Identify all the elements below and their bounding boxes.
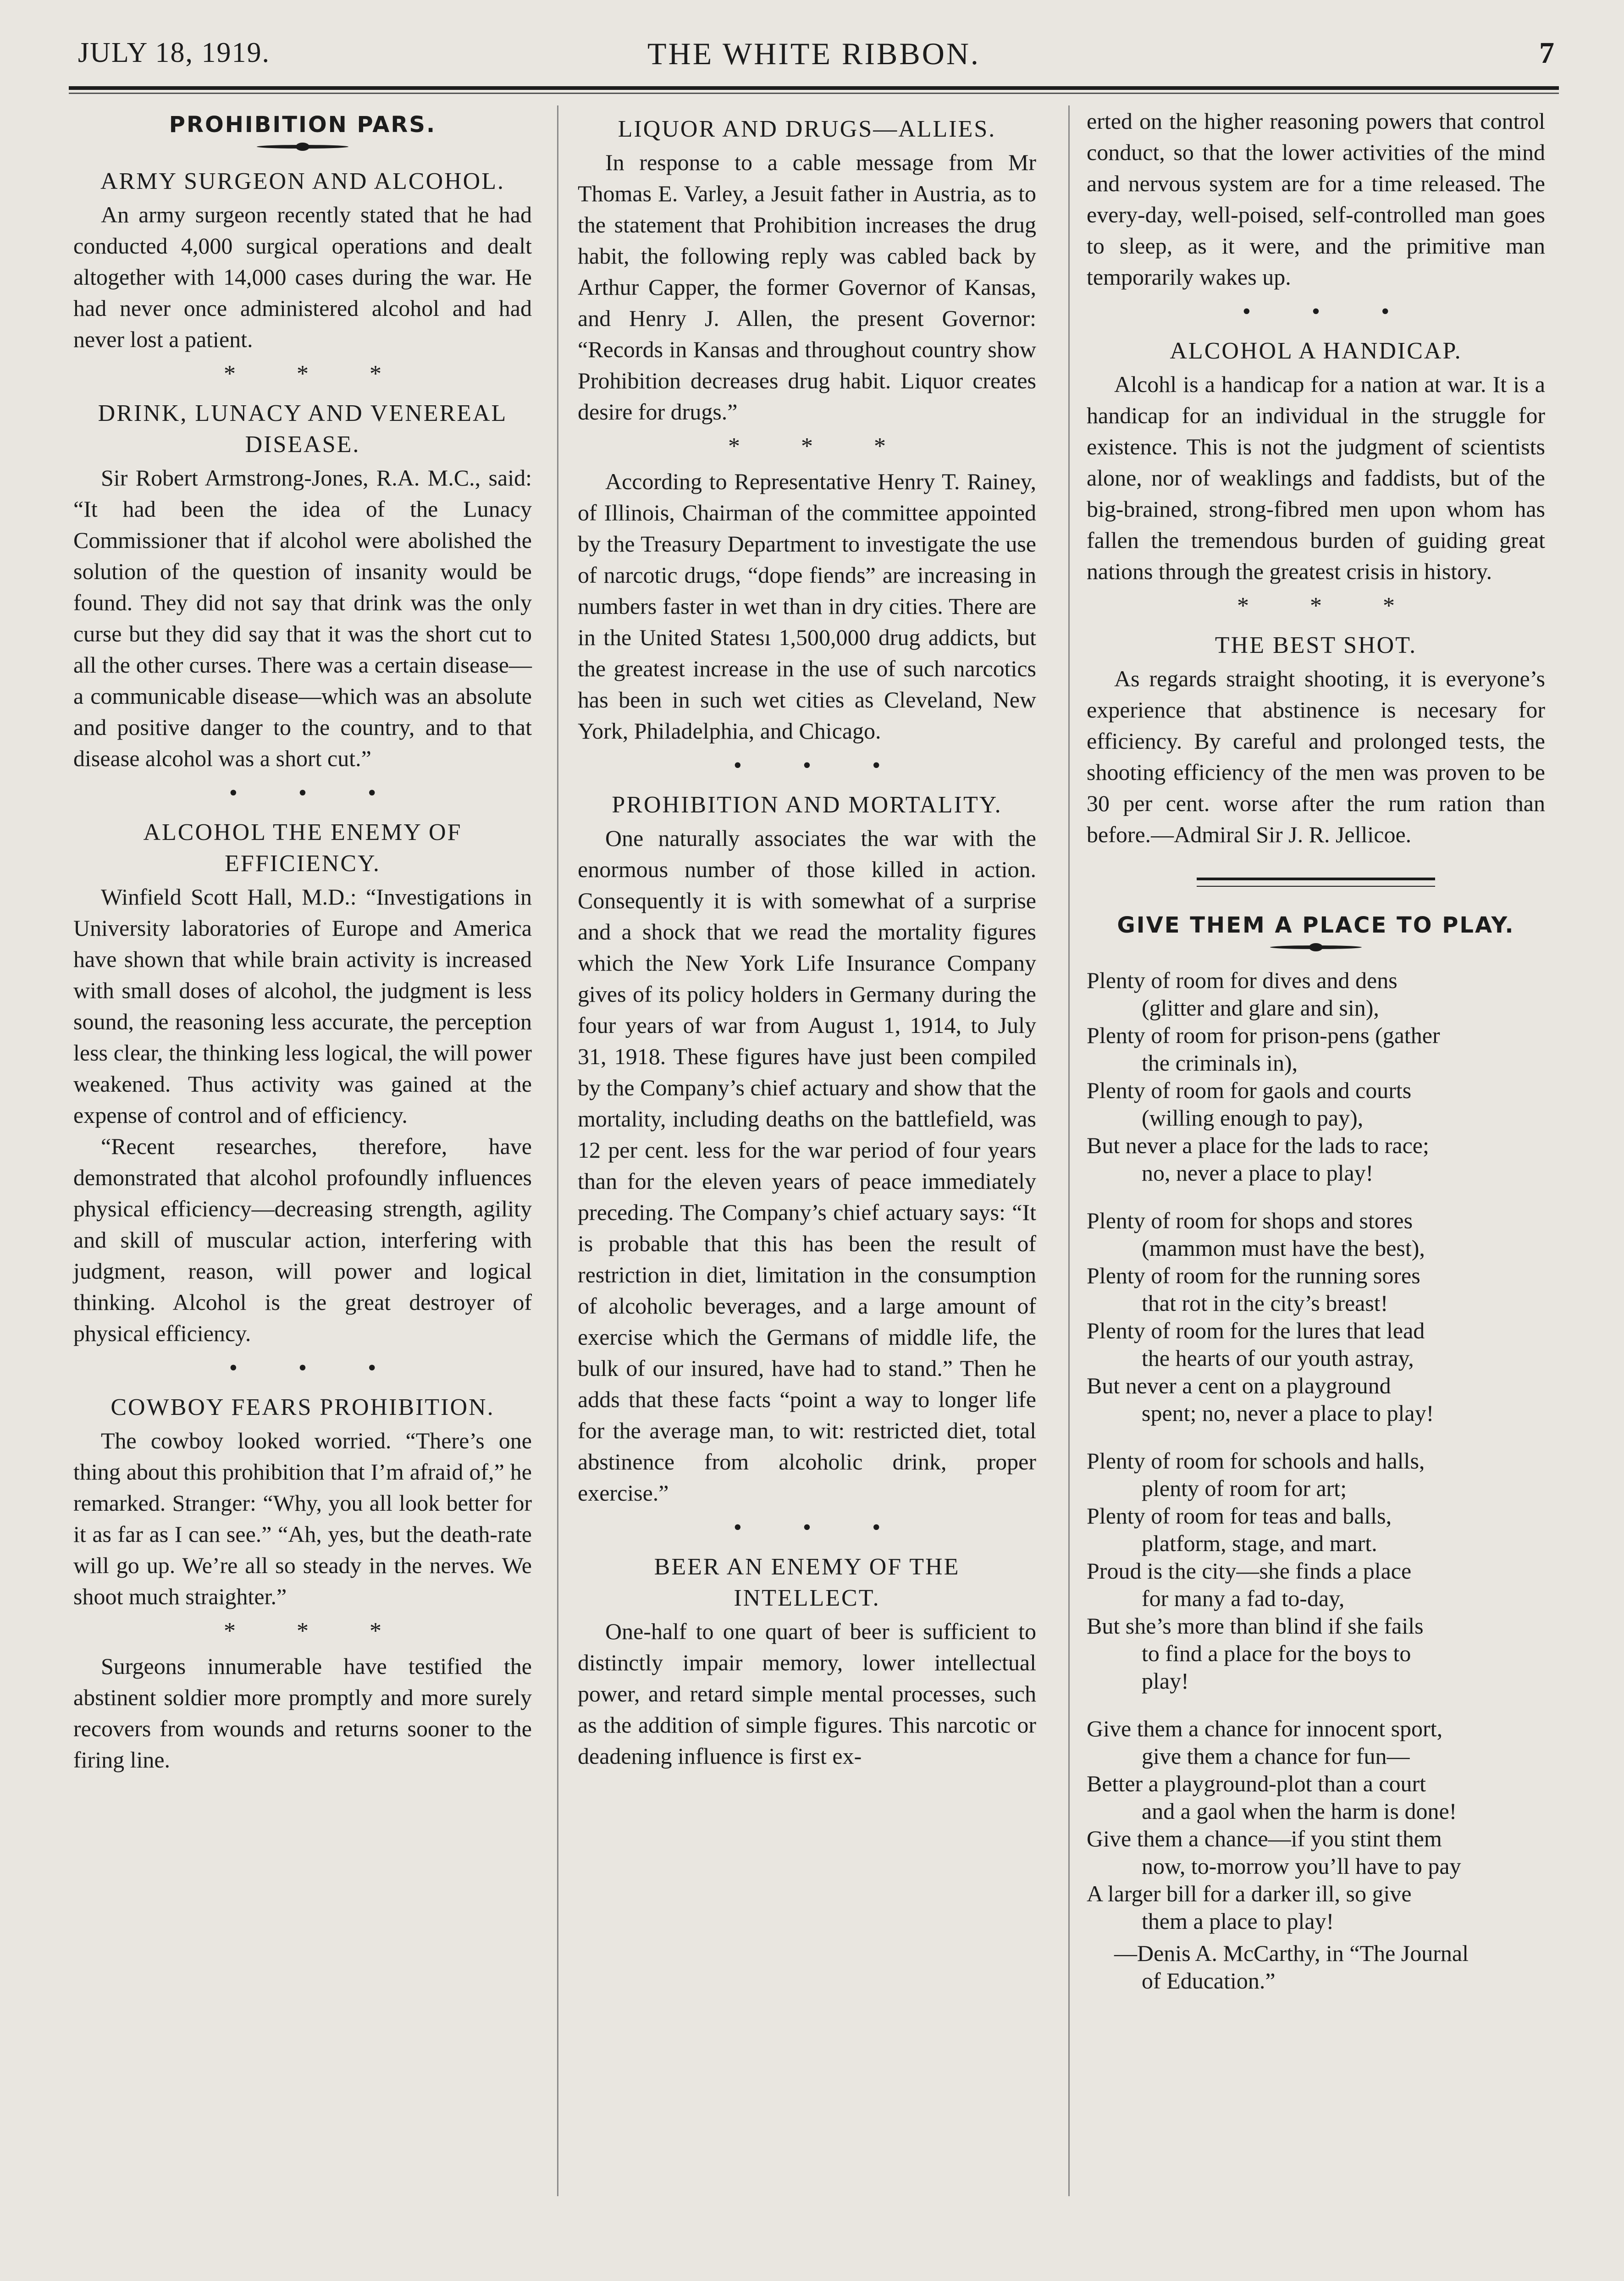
poem-line: no, never a place to play! — [1142, 1160, 1374, 1186]
column-1 — [73, 105, 532, 1775]
poem-stanza — [1087, 967, 1545, 1187]
poem-line: Give them a chance for innocent sport, — [1087, 1716, 1443, 1741]
poem-line: Plenty of room for teas and balls, — [1087, 1503, 1392, 1529]
article-paragraph: erted on the higher reasoning powers that control conduct, so that the lower activities of the mind and nervous system are for a time released. The every-day, well-poised, self-controlled man goes to sleep, as it were, and the primitive man temporarily wakes up. — [1087, 108, 1545, 290]
ornament-rule — [257, 145, 348, 149]
poem-stanza — [1087, 1207, 1545, 1427]
poem-line: the hearts of our youth astray, — [1142, 1345, 1414, 1371]
poem-title: GIVE THEM A PLACE TO PLAY. — [1117, 912, 1515, 938]
poem-line: Better a playground-plot than a court — [1087, 1771, 1426, 1796]
article-heading: THE BEST SHOT. — [1215, 632, 1417, 658]
article-paragraph: One-half to one quart of beer is sufficient to distinctly impair memory, lower intellectual power, and retard simple mental processes, such as the addition of simple figures. This narcotic or deadening influence is first ex- — [578, 1618, 1036, 1769]
article-heading: BEER AN ENEMY OF THE INTELLECT. — [654, 1554, 960, 1611]
poem-line: to find a place for the boys to — [1142, 1640, 1411, 1666]
poem-line: and a gaol when the harm is done! — [1142, 1798, 1457, 1824]
poem-line: But never a cent on a playground — [1087, 1373, 1391, 1398]
article-heading: ARMY SURGEON AND ALCOHOL. — [100, 168, 505, 194]
poem-line: But she’s more than blind if she fails — [1087, 1613, 1424, 1639]
separator: * * * — [728, 433, 913, 459]
poem-line: for many a fad to-day, — [1142, 1585, 1345, 1611]
article-paragraph: In response to a cable message from Mr Thomas E. Varley, a Jesuit father in Austria, as to the statement that Prohibition increases the drug habit, the following reply was cabled back by Arthur Capper, the former Governor of Kansas, and Henry J. Allen, the present Governor: “Records in Kansas and throughout country show Prohibition decreases drug habit. Liquor creates desire for drugs.” — [578, 149, 1036, 425]
article-paragraph: Sir Robert Armstrong-Jones, R.A. M.C., said: “It had been the idea of the Lunacy Commissioner that if alcohol were abolished the solution of the question of insanity would be found. They did not say that drink was the only curse but they did say that it was the short cut to all the other curses. There was a certain disease—a communicable disease—which was an absolute and positive danger to the country, and to that disease alcohol was a short cut.” — [73, 465, 532, 771]
article-paragraph: “Recent researches, therefore, have demonstrated that alcohol profoundly influences physical efficiency—decreasing strength, agility and skill of muscular action, interfering with judgment, reason, will power and logical thinking. Alcohol is the great destroyer of physical efficiency. — [73, 1133, 532, 1346]
poem-line: platform, stage, and mart. — [1142, 1530, 1377, 1556]
column-divider — [1068, 105, 1070, 2196]
page-header — [69, 32, 1559, 83]
article-paragraph: Winfield Scott Hall, M.D.: “Investigations in University laboratories of Europe and America have shown that while brain activity is increased with small doses of alcohol, the judgment is less sound, the reasoning less accurate, the perception less clear, the thinking less logical, the will power weakened. Thus activity was gained at the expense of control and of efficiency. — [73, 884, 532, 1128]
article-paragraph: Alcohl is a handicap for a nation at war. It is a handicap for an individual in the struggle for existence. This is not the judgment of scientists alone, nor of weaklings and faddists, but of the big-brained, strong-fibred men upon whom has fallen the tremendous burden of guiding great nations through the greatest crisis in history. — [1087, 371, 1545, 584]
column-2 — [578, 105, 1036, 1772]
separator: * * * — [224, 1618, 409, 1644]
separator: • • • — [229, 780, 404, 806]
separator: • • • — [733, 752, 908, 779]
poem-line: Plenty of room for shops and stores — [1087, 1208, 1413, 1233]
poem-line: A larger bill for a darker ill, so give — [1087, 1881, 1412, 1906]
article-paragraph: One naturally associates the war with the enormous number of those killed in action. Consequently it is with somewhat of a surprise and a shock that we read the mortality figures which the New York Life Insurance Company gives of its policy holders in Germany during the four years of war from August 1, 1914, to July 31, 1918. These figures have just been compiled by the Company’s chief actuary and show that the mortality, including deaths on the battlefield, was 12 per cent. less for the war period of four years than for the eleven years of peace immediately preceding. The Company’s chief actuary says: “It is probable that this has been the result of restriction in diet, limitation in the consumption of alcoholic beverages, and a large amount of exercise which the Germans of middle life, the bulk of our insured, have had to stand.” Then he adds that these facts “point a way to longer life for the average man, to wit: restricted diet, total abstinence from alcoholic drink, proper exercise.” — [578, 825, 1036, 1506]
poem-line: Proud is the city—she finds a place — [1087, 1558, 1412, 1584]
separator: • • • — [1242, 298, 1417, 325]
poem-line: Plenty of room for gaols and courts — [1087, 1077, 1412, 1103]
poem-line: give them a chance for fun— — [1142, 1743, 1410, 1769]
poem-line: the criminals in), — [1142, 1050, 1298, 1076]
article-heading: COWBOY FEARS PROHIBITION. — [110, 1394, 495, 1420]
separator: • • • — [733, 1514, 908, 1541]
divider-rule — [1197, 878, 1435, 880]
separator: * * * — [224, 361, 409, 387]
poem-line: spent; no, never a place to play! — [1142, 1400, 1434, 1426]
poem-line: Plenty of room for the lures that lead — [1087, 1318, 1425, 1343]
article-heading: LIQUOR AND DRUGS—ALLIES. — [618, 116, 996, 142]
poem-line: (mammon must have the best), — [1142, 1235, 1425, 1261]
poem-line: Give them a chance—if you stint them — [1087, 1826, 1442, 1851]
poem-line: Plenty of room for prison-pens (gather — [1087, 1022, 1440, 1048]
poem-line: (willing enough to pay), — [1142, 1105, 1364, 1131]
issue-date: JULY 18, 1919. — [78, 37, 271, 68]
separator: * * * — [1237, 593, 1422, 619]
poem-line: now, to-morrow you’ll have to pay — [1142, 1853, 1461, 1879]
section-title: PROHIBITION PARS. — [169, 112, 436, 138]
column-divider — [557, 105, 558, 2196]
divider-rule-thin — [1197, 886, 1435, 887]
article-paragraph: According to Representative Henry T. Rainey, of Illinois, Chairman of the committee appointed by the Treasury Department to investigate the use of narcotic drugs, “dope fiends” are increasing in numbers faster in wet than in dry cities. There are in the United Statesı 1,500,000 drug addicts, but the greatest increase in the use of such narcotics has been in such wet cities as Cleveland, New York, Philadelphia, and Chicago. — [578, 469, 1036, 744]
header-rule — [69, 86, 1559, 90]
poem-attribution: —Denis A. McCarthy, in “The Journal — [1114, 1940, 1469, 1966]
article-paragraph: Surgeons innumerable have testified the abstinent soldier more promptly and more surely recovers from wounds and returns sooner to the firing line. — [73, 1653, 532, 1773]
poem-line: Plenty of room for schools and halls, — [1087, 1448, 1425, 1474]
poem-line: them a place to play! — [1142, 1908, 1334, 1934]
ornament-rule — [1270, 945, 1362, 949]
poem-line: that rot in the city’s breast! — [1142, 1290, 1388, 1316]
page-number: 7 — [1539, 36, 1554, 70]
poem-line: play! — [1142, 1668, 1189, 1694]
poem-stanza — [1087, 1715, 1545, 1935]
poem-line: (glitter and glare and sin), — [1142, 995, 1379, 1021]
poem-line: But never a place for the lads to race; — [1087, 1132, 1429, 1158]
poem — [1087, 967, 1545, 1994]
article-heading: ALCOHOL THE ENEMY OF EFFICIENCY. — [143, 819, 462, 877]
article-heading: PROHIBITION AND MORTALITY. — [612, 792, 1002, 818]
article-paragraph: As regards straight shooting, it is everyone’s experience that abstinence is necesary for efficiency. By careful and prolonged tests, the shooting efficiency of the men was proven to be 30 per cent. worse after the rum ration than before.—Admiral Sir J. R. Jellicoe. — [1087, 666, 1545, 847]
separator: • • • — [229, 1355, 404, 1381]
newspaper-title: THE WHITE RIBBON. — [647, 36, 980, 71]
poem-attribution: of Education.” — [1142, 1968, 1276, 1994]
poem-line: plenty of room for art; — [1142, 1475, 1347, 1501]
poem-line: Plenty of room for dives and dens — [1087, 967, 1398, 993]
article-heading: DRINK, LUNACY AND VENEREAL DISEASE. — [98, 400, 508, 458]
article-heading: ALCOHOL A HANDICAP. — [1170, 338, 1462, 364]
article-paragraph: An army surgeon recently stated that he had conducted 4,000 surgical operations and dealt altogether with 14,000 cases during the war. He had never once administered alcohol and had never lost a patient. — [73, 202, 532, 352]
header-rule-thin — [69, 93, 1559, 94]
poem-stanza — [1087, 1447, 1545, 1695]
article-paragraph: The cowboy looked worried. “There’s one thing about this prohibition that I’m afraid of,” he remarked. Stranger: “Why, you all look better for it as far as I can see.” “Ah, yes, but the death-rate will go up. We’re all so steady in the nerves. We shoot much straighter.” — [73, 1428, 532, 1609]
column-3 — [1087, 105, 1545, 1994]
poem-line: Plenty of room for the running sores — [1087, 1263, 1420, 1288]
